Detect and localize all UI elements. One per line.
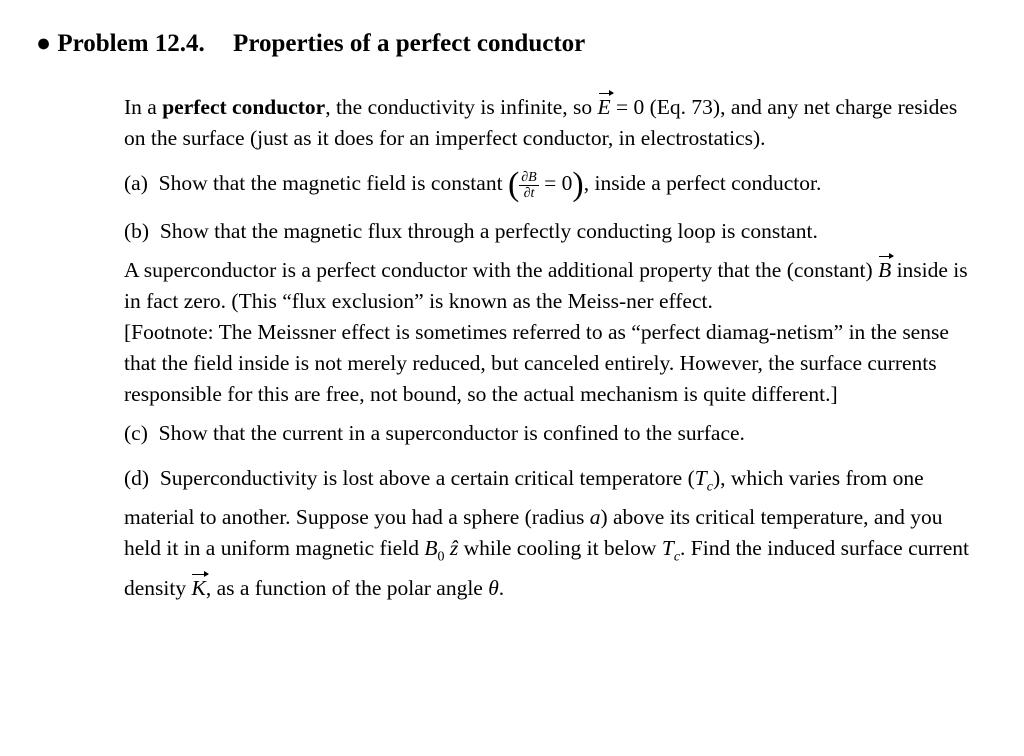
problem-number: Problem 12.4. — [57, 30, 205, 57]
part-b-label: (b) — [124, 219, 150, 244]
problem-title: Properties of a perfect conductor — [233, 30, 586, 57]
part-b: (b) Show that the magnetic flux through a perfectly conducting loop is constant. — [124, 219, 818, 244]
frac-denominator: ∂t — [523, 185, 535, 201]
bullet-icon: ● — [36, 30, 52, 57]
frac-numerator: ∂B — [521, 169, 537, 185]
part-d-label: (d) — [124, 466, 150, 491]
dbdt-equation: ( $\frac{\partial B}{\partial t}$ = 0) — [507, 166, 584, 204]
vector-e: E — [598, 92, 611, 123]
part-a: (a) Show that the magnetic field is constant ( $\frac{\partial B}{\partial t}$ = 0), inside a perfect conductor. — [124, 166, 822, 204]
superconductor-paragraph: A superconductor is a perfect conductor with the additional property that the (constant) B inside is in fact zero. (This “flux exclusion” is known as the Meiss-ner effect. — [124, 255, 984, 317]
vector-k: K — [191, 573, 205, 604]
part-c-label: (c) — [124, 421, 148, 446]
part-d: (d) Superconductivity is lost above a certain critical temperatore $(T_c)$, which varies from one material to another. Suppose you had a sphere (radius a) above its critical temperature, and you held it in a uniform magnetic field $B_0$ ẑ while cooling it below $T_c$. Find the induced surface current density K, as a function of the polar angle θ. — [124, 463, 984, 604]
perfect-conductor-term: perfect conductor — [162, 95, 326, 119]
part-a-label: (a) — [124, 171, 148, 195]
problem-heading — [36, 30, 585, 58]
problem-body — [124, 92, 984, 604]
part-c: (c) Show that the current in a superconductor is confined to the surface. — [124, 421, 745, 446]
footnote: [Footnote: The Meissner effect is sometimes referred to as “perfect diamag-netism” in the sense that the field inside is not merely reduced, but canceled entirely. However, the surface currents responsible for this are free, not bound, so the actual mechanism is quite different.] — [124, 320, 949, 407]
vector-b: B — [878, 255, 891, 286]
intro-paragraph: In a perfect conductor, the conductivity is infinite, so E = 0 (Eq. 73), and any net charge resides on the surface (just as it does for an imperfect conductor, in electrostatics). — [124, 92, 984, 154]
